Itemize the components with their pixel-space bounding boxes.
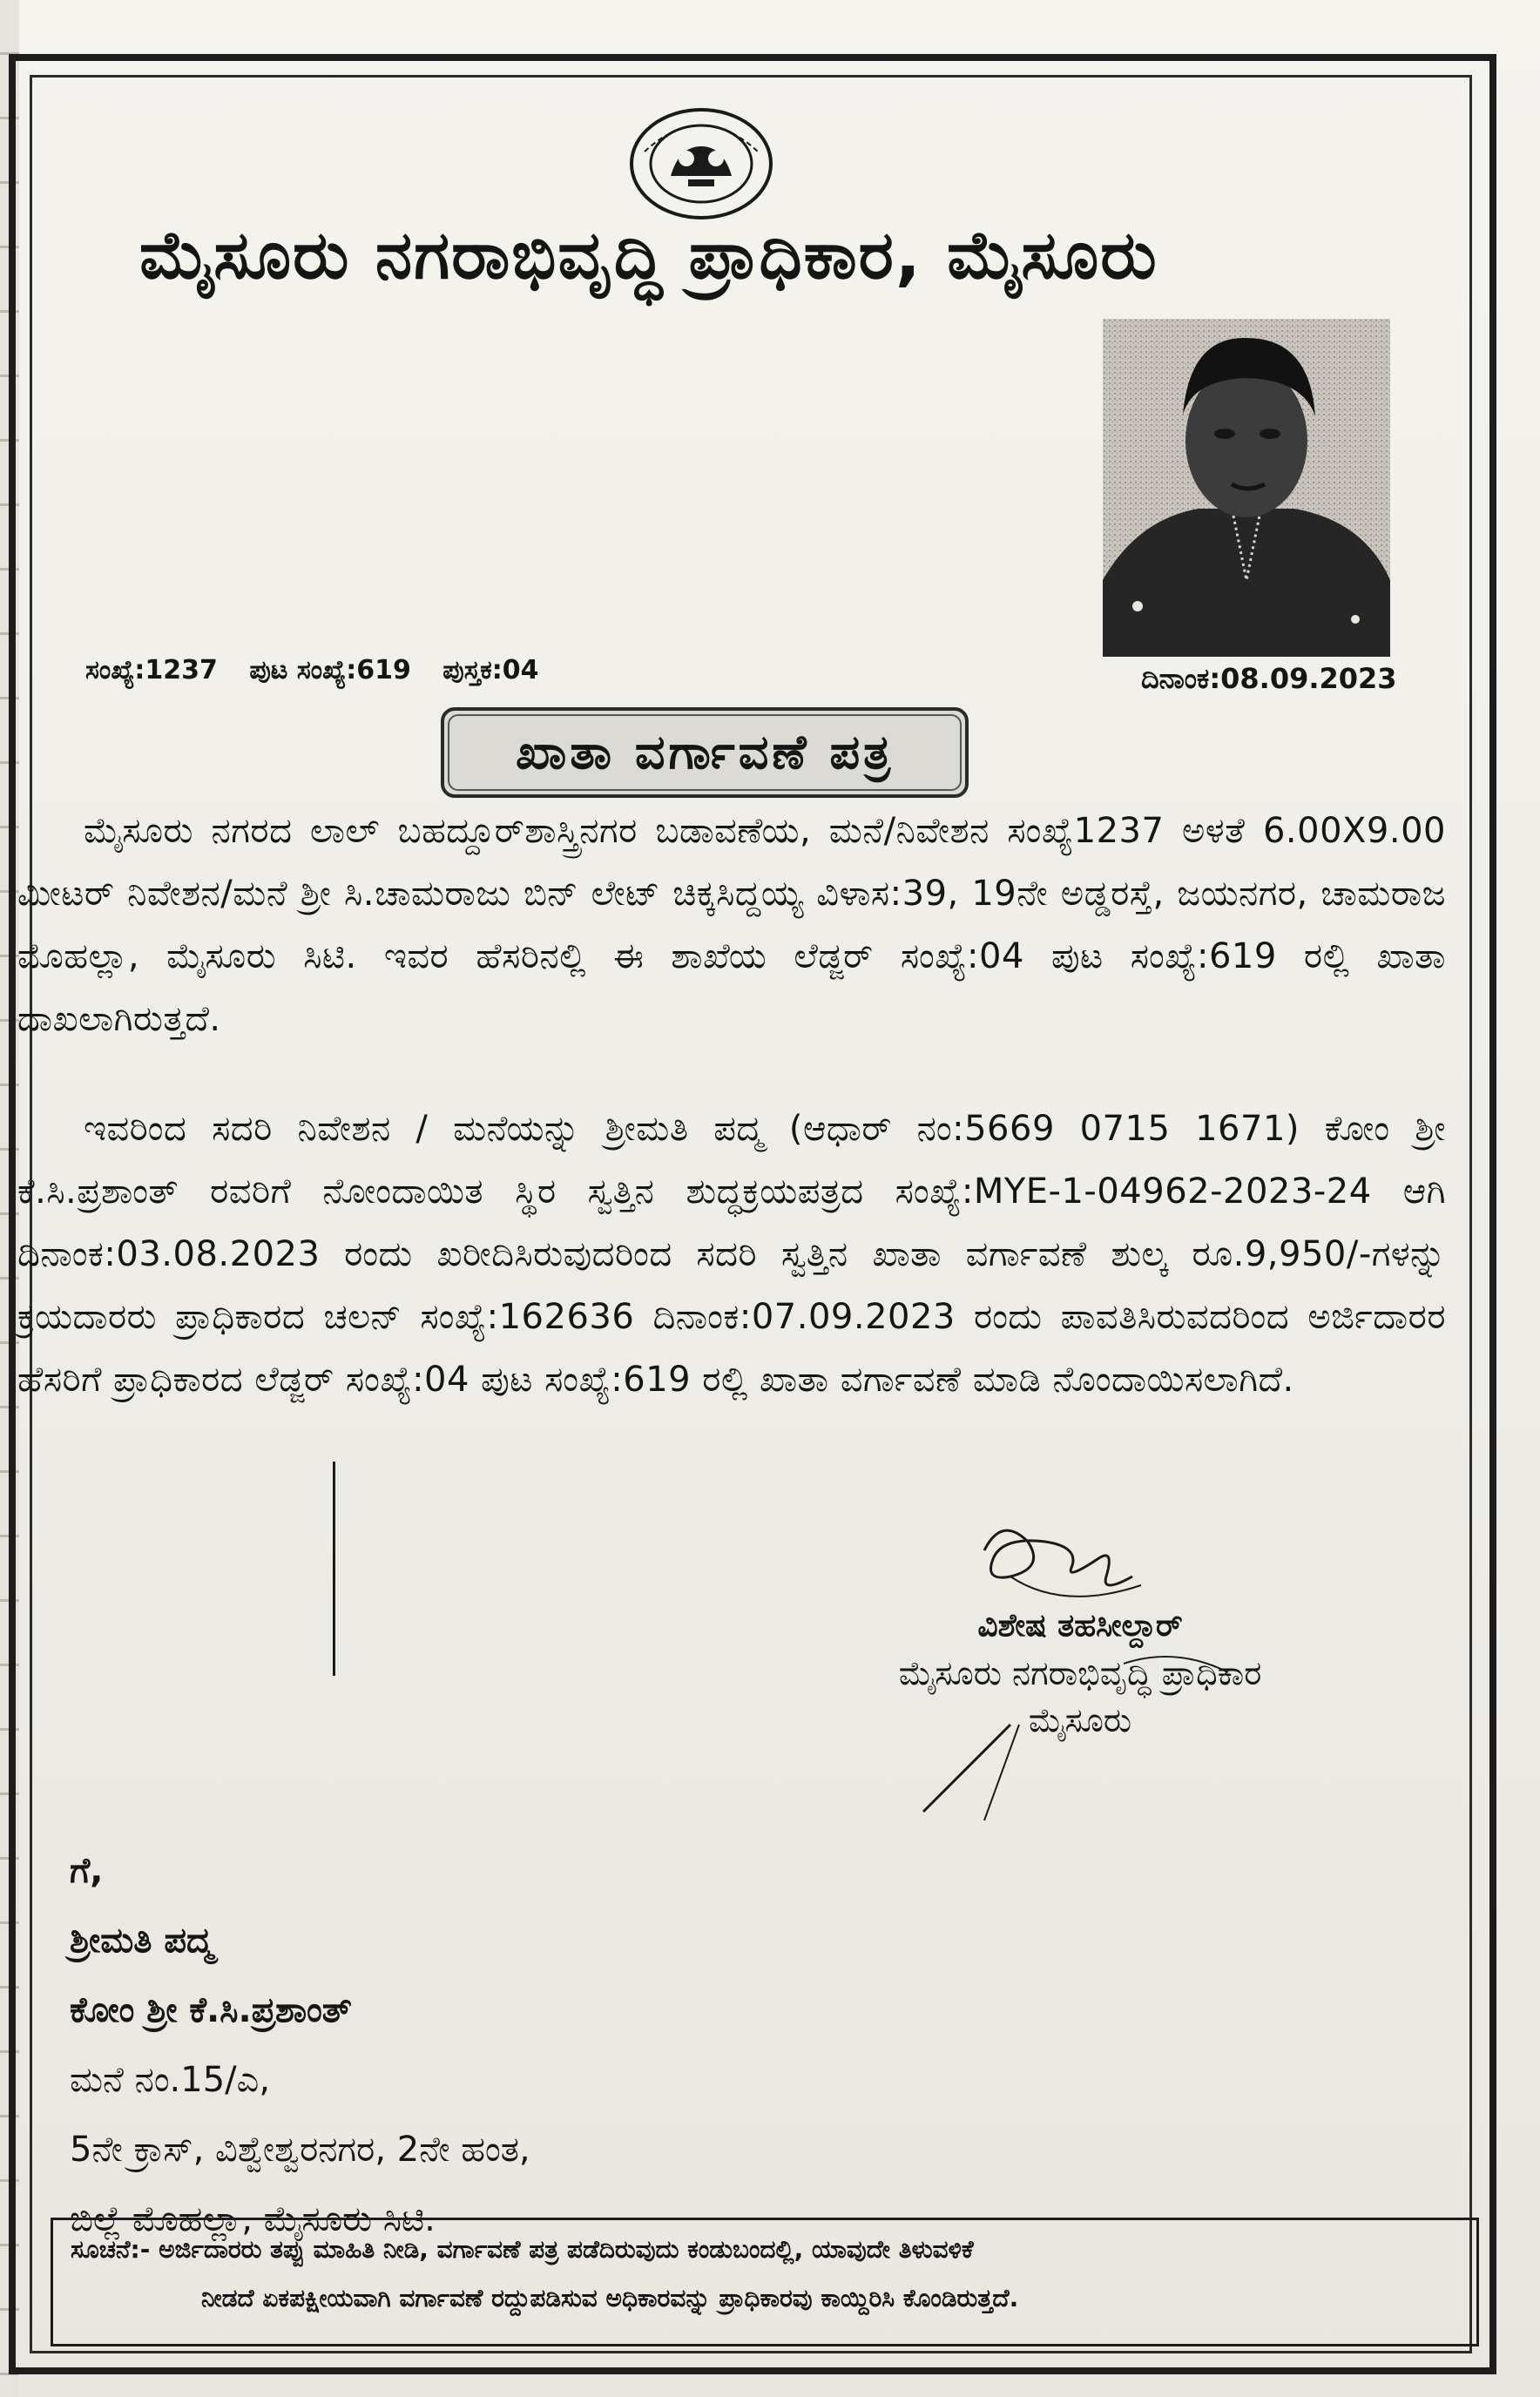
recipient-address: [70, 1836, 530, 2254]
reference-numbers: [85, 655, 561, 685]
recipient-name: ಶ್ರೀಮತಿ ಪದ್ಮ: [70, 1921, 214, 1961]
recipient-address-line-2: 5ನೇ ಕ್ರಾಸ್, ವಿಶ್ವೇಶ್ವರನಗರ, 2ನೇ ಹಂತ,: [70, 2130, 530, 2170]
signatory-office: ಮೈಸೂರು ನಗರಾಭಿವೃದ್ಧಿ ಪ್ರಾಧಿಕಾರ: [898, 1654, 1262, 1692]
signatory-designation: ವಿಶೇಷ ತಹಸೀಲ್ದಾರ್: [977, 1608, 1183, 1644]
note-line-1: [71, 2225, 1459, 2274]
document-heading: ಖಾತಾ ವರ್ಗಾವಣೆ ಪತ್ರ: [448, 714, 962, 791]
recipient-spouse: ಕೋಂ ಶ್ರೀ ಕೆ.ಸಿ.ಪ್ರಶಾಂತ್: [70, 1990, 352, 2030]
serial-number: ಸಂಖ್ಯೆ:1237: [85, 655, 218, 685]
note-text-1: ಅರ್ಜಿದಾರರು ತಪ್ಪು ಮಾಹಿತಿ ನೀಡಿ, ವರ್ಗಾವಣೆ ಪತ್ರ ಪಡೆದಿರುವುದು ಕಂಡುಬಂದಲ್ಲಿ, ಯಾವುದೇ ತಿಳುವಳಿಕೆ: [159, 2235, 974, 2264]
paragraph-2-text: ಇವರಿಂದ ಸದರಿ ನಿವೇಶನ / ಮನೆಯನ್ನು ಶ್ರೀಮತಿ ಪದ್ಮ (ಆಧಾರ್ ನಂ:5669 0715 1671) ಕೋಂ ಶ್ರೀ ಕೆ.ಸಿ.ಪ್ರಶಾಂತ್ ರವರಿಗೆ ನೋಂದಾಯಿತ ಸ್ಥಿರ ಸ್ವತ್ತಿನ ಶುದ್ಧಕ್ರಯಪತ್ರದ ಸಂಖ್ಯೆ:MYE-1-04962-2023-24 ಆಗಿ ದಿನಾಂಕ:03.08.2023 ರಂದು ಖರೀದಿಸಿರುವುದರಿಂದ ಸದರಿ ಸ್ವತ್ತಿನ ಖಾತಾ ವರ್ಗಾವಣೆ ಶುಲ್ಕ ರೂ.9,950/-ಗಳನ್ನು ಕ್ರಯದಾರರು ಪ್ರಾಧಿಕಾರದ ಚಲನ್ ಸಂಖ್ಯೆ:162636 ದಿನಾಂಕ:07.09.2023 ರಂದು ಪಾವತಿಸಿರುವದರಿಂದ ಅರ್ಜಿದಾರರ ಹೆಸರಿಗೆ ಪ್ರಾಧಿಕಾರದ ಲೆಡ್ಜರ್ ಸಂಖ್ಯೆ:04 ಪುಟ ಸಂಖ್ಯೆ:619 ರಲ್ಲಿ ಖಾತಾ ವರ್ಗಾವಣೆ ಮಾಡಿ ನೊಂದಾಯಿಸಲಾಗಿದೆ.: [17, 1109, 1446, 1400]
paragraph-1-text: ಮೈಸೂರು ನಗರದ ಲಾಲ್ ಬಹದ್ದೂರ್‌ಶಾಸ್ತ್ರಿನಗರ ಬಡಾವಣೆಯ, ಮನೆ/ನಿವೇಶನ ಸಂಖ್ಯೆ1237 ಅಳತೆ 6.00X9.00 ಮೀಟರ್ ನಿವೇಶನ/ಮನೆ ಶ್ರೀ ಸಿ.ಚಾಮರಾಜು ಬಿನ್ ಲೇಟ್ ಚಿಕ್ಕಸಿದ್ದಯ್ಯ ವಿಳಾಸ:39, 19ನೇ ಅಡ್ಡರಸ್ತೆ, ಜಯನಗರ, ಚಾಮರಾಜ ಮೊಹಲ್ಲಾ, ಮೈಸೂರು ಸಿಟಿ. ಇವರ ಹೆಸರಿನಲ್ಲಿ ಈ ಶಾಖೆಯ ಲೆಡ್ಜರ್ ಸಂಖ್ಯೆ:04 ಪುಟ ಸಂಖ್ಯೆ:619 ರಲ್ಲಿ ಖಾತಾ ದಾಖಲಾಗಿರುತ್ತದೆ.: [17, 811, 1446, 1039]
applicant-photo: [1103, 319, 1390, 657]
authority-emblem-icon: [627, 106, 775, 221]
recipient-address-line-3: ಬಿಲ್ಲೆ ಮೊಹಲ್ಲಾ, ಮೈಸೂರು ಸಿಟಿ.: [70, 2199, 436, 2239]
body-paragraph-1: [17, 800, 1446, 1050]
note-text-2: ನೀಡದೆ ಏಕಪಕ್ಷೀಯವಾಗಿ ವರ್ಗಾವಣೆ ರದ್ದುಪಡಿಸುವ ಅಧಿಕಾರವನ್ನು ಪ್ರಾಧಿಕಾರವು ಕಾಯ್ದಿರಿಸಿ ಕೊಂಡಿರುತ್ತದೆ.: [201, 2284, 1019, 2313]
note-label: ಸೂಚನೆ:-: [71, 2235, 151, 2264]
signatory-city: ಮೈಸೂರು: [1028, 1701, 1132, 1739]
book-number: ಪುಸ್ತಕ:04: [442, 655, 539, 685]
body-paragraph-2: [17, 1097, 1446, 1411]
note-box: [51, 2218, 1479, 2346]
recipient-address-line-1: ಮನೆ ನಂ.15/ಎ,: [70, 2060, 271, 2100]
issue-date: ದಿನಾಂಕ:08.09.2023: [1141, 662, 1397, 695]
signatory-block: [801, 1603, 1359, 1744]
recipient-to: ಗೆ,: [70, 1851, 104, 1891]
document-heading-box: [441, 707, 969, 798]
margin-pen-line: [333, 1462, 335, 1676]
page-number: ಪುಟ ಸಂಖ್ಯೆ:619: [249, 655, 411, 685]
authority-title: ಮೈಸೂರು ನಗರಾಭಿವೃದ್ಧಿ ಪ್ರಾಧಿಕಾರ, ಮೈಸೂರು: [139, 216, 1158, 294]
